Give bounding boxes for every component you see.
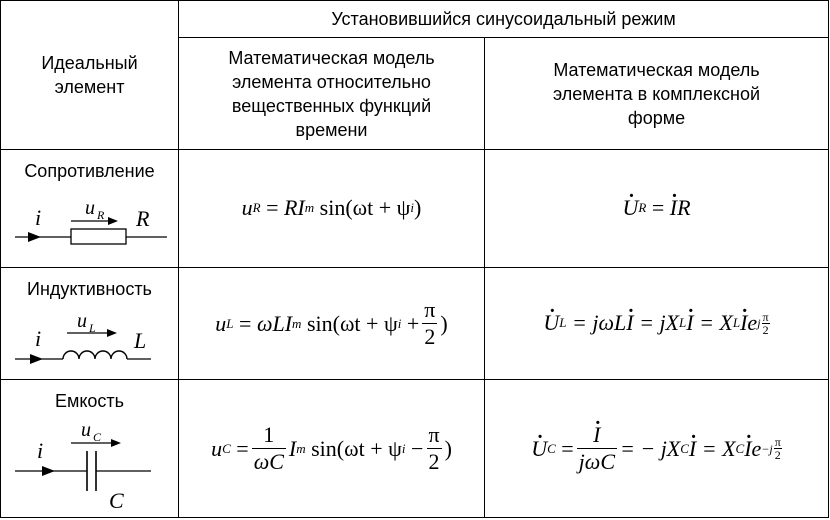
- c-exp-j: −j: [761, 441, 773, 456]
- formula-complex-inductor: · U L = jωL · I = jX L · I = X L · I e j $\frac{\pi}{2}$: [543, 311, 769, 336]
- c-eq: =: [651, 195, 665, 220]
- complex-model-capacitor: [485, 380, 829, 518]
- header-ideal-element-text: Идеальный элемент: [41, 53, 138, 97]
- c-lhs: · U: [622, 196, 638, 220]
- real-model-resistor: [179, 150, 485, 268]
- f-rhs-c: ): [444, 435, 452, 461]
- element-label: L: [134, 328, 147, 353]
- c-p1: = jωL: [572, 310, 627, 336]
- f-frac1-num: 1: [263, 422, 275, 447]
- c-exponent: [757, 311, 769, 336]
- formula-complex-capacitor: · U C = · $\frac{I}{\text{jωC}}$ = − jX C · I = X C · I e −j $\frac{\pi}{2}$: [531, 422, 782, 475]
- element-name-capacitor: Емкость: [54, 391, 125, 411]
- voltage-arrow-head: [107, 329, 117, 337]
- c-eq: =: [561, 435, 574, 461]
- f-frac-den: 2: [424, 324, 436, 349]
- resistor-diagram: [1, 150, 179, 268]
- f-frac-num: π: [428, 422, 440, 447]
- c-exp-num: π: [774, 435, 781, 449]
- formula-real-capacitor: u C = $\frac{1}{\omega C}$ I m sin(ωt + ψ i − $\frac{\pi}{2}$ ): [211, 422, 452, 474]
- c-lhs: · U: [543, 311, 559, 335]
- f-minus: −: [411, 435, 424, 461]
- c-p3: = X: [701, 435, 736, 461]
- f-rhs-b: sin(ωt + ψ: [319, 195, 411, 220]
- f-rhs-a: RI: [283, 195, 305, 220]
- element-capacitor-cell: [1, 380, 179, 518]
- voltage-arrow-head: [111, 439, 121, 447]
- voltage-sub: R: [97, 208, 105, 222]
- c-i2: · I: [686, 311, 693, 335]
- formula-real-inductor: u L = ωLI m sin(ωt + ψ i + $\frac{\pi}{2}$ ): [215, 297, 448, 349]
- c-exp-frac: [762, 311, 770, 336]
- header-real-model: [179, 38, 485, 150]
- voltage-arrow-head: [108, 217, 118, 225]
- voltage-label: u: [77, 310, 87, 332]
- header-real-model-text: Математическая модель элемента относительно вещественных функций времени: [228, 47, 435, 140]
- c-exp-j: j: [757, 316, 761, 331]
- voltage-label: u: [85, 197, 95, 219]
- c-rhs-i: · I: [670, 196, 677, 220]
- element-label: C: [109, 488, 124, 513]
- c-frac-den: jωC: [578, 449, 615, 474]
- current-label: i: [35, 326, 42, 351]
- f-rhs-c: ): [414, 195, 422, 220]
- f-lhs: u: [211, 435, 223, 461]
- element-resistor-cell: [1, 150, 179, 268]
- element-name-resistor: Сопротивление: [24, 161, 155, 181]
- f-lhs: u: [215, 310, 227, 336]
- real-model-capacitor: [179, 380, 485, 518]
- c-exp-num: π: [762, 309, 769, 324]
- c-exp-den: 2: [762, 322, 769, 337]
- capacitor-diagram: [1, 380, 179, 518]
- f-lhs: u: [241, 195, 253, 220]
- complex-model-inductor: [485, 268, 829, 380]
- f-rhs-a: I: [288, 435, 297, 461]
- voltage-sub: L: [89, 321, 96, 335]
- c-e: e: [751, 435, 762, 461]
- current-label: i: [35, 205, 42, 230]
- f-frac-num: π: [424, 297, 436, 322]
- header-complex-model-text: Математическая модель элемента в комплексной форме: [552, 59, 761, 128]
- element-label: R: [136, 206, 150, 231]
- current-arrow: [28, 232, 41, 242]
- formula-real-resistor: u R = RI m sin(ωt + ψ i ): [241, 195, 422, 220]
- f-rhs-b: sin(ωt + ψ: [306, 310, 398, 336]
- c-i2: · I: [689, 437, 696, 461]
- f-rhs-a: ωLI: [256, 310, 293, 336]
- element-name-inductor: Индуктивность: [27, 279, 152, 299]
- resistor-symbol: [71, 229, 126, 244]
- c-exponent: [761, 436, 782, 461]
- c-fraction: [577, 422, 617, 475]
- inductor-symbol: [63, 351, 127, 359]
- c-e: e: [747, 310, 758, 336]
- c-p2: = − jX: [620, 435, 681, 461]
- f-plus: +: [406, 310, 420, 336]
- f-fraction-1: [252, 422, 286, 475]
- header-steady-state: Установившийся синусоидальный режим: [179, 1, 829, 38]
- current-label: i: [37, 438, 44, 463]
- c-exp-frac: [774, 436, 782, 461]
- c-i1: · I: [626, 311, 633, 335]
- c-frac-i: · I: [593, 422, 600, 448]
- f-rhs-c: ): [440, 310, 448, 336]
- formula-complex-resistor: · U R = · I R: [622, 196, 690, 220]
- current-arrow: [42, 466, 55, 476]
- f-frac1-den: ωC: [253, 449, 284, 474]
- c-rhs: R: [677, 195, 691, 220]
- voltage-sub: C: [93, 430, 102, 444]
- c-p2: = jX: [639, 310, 679, 336]
- c-p3: = X: [699, 310, 733, 336]
- real-model-inductor: [179, 268, 485, 380]
- header-ideal-element: [1, 1, 179, 150]
- f-rhs-b: sin(ωt + ψ: [311, 435, 402, 461]
- c-i3: · I: [740, 311, 747, 335]
- f-frac-den: 2: [428, 449, 440, 474]
- f-fraction-2: [426, 422, 441, 475]
- current-arrow: [30, 354, 43, 364]
- inductor-diagram: [1, 268, 179, 380]
- c-lhs: · U: [531, 437, 547, 461]
- c-i3: · I: [744, 437, 751, 461]
- c-exp-den: 2: [774, 448, 781, 462]
- header-complex-model: [485, 38, 829, 150]
- complex-model-resistor: [485, 150, 829, 268]
- voltage-label: u: [81, 419, 91, 441]
- element-inductor-cell: [1, 268, 179, 380]
- f-fraction: [422, 297, 437, 350]
